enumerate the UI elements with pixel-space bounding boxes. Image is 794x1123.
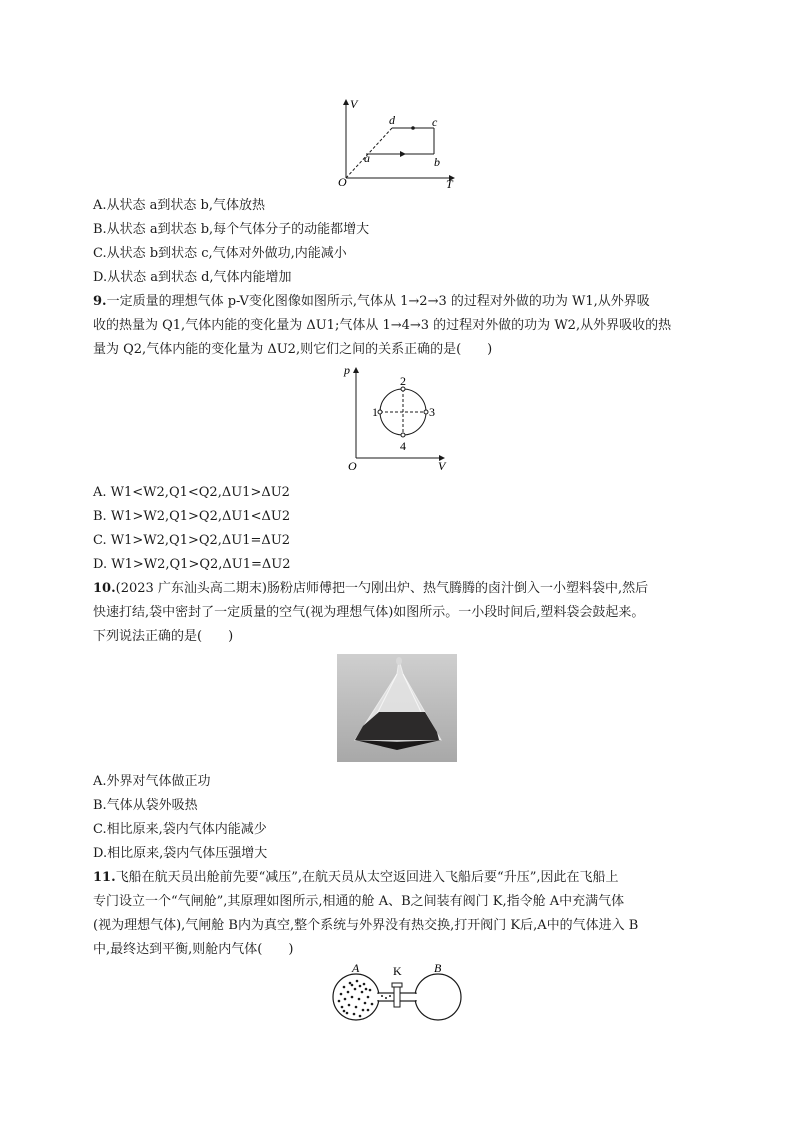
q10-stem-line-2: 快速打结,袋中密封了一定质量的空气(视为理想气体)如图所示。一小段时间后,塑料袋会鼓起来。 [93,605,645,620]
q9-option-d: D. W1>W2,Q1>Q2,ΔU1=ΔU2 [93,557,291,572]
q11-stem-line-3: (视为理想气体),气闸舱 B内为真空,整个系统与外界没有热交换,打开阀门 K后,A中的气体进入 B [93,918,639,933]
q11-stem-line-4: 中,最终达到平衡,则舱内气体( ) [93,942,294,957]
q8-option-d: D.从状态 a到状态 d,气体内能增加 [93,270,292,285]
q9-stem-line-1 [93,293,650,311]
fig9-pv-diagram [340,364,450,474]
q8-option-b: B.从状态 a到状态 b,每个气体分子的动能都增大 [93,222,370,237]
q9-number: 9. [93,294,107,309]
fig8-label-c: c [432,115,438,129]
q11-stem-line-2: 专门设立一个“气闸舱”,其原理如图所示,相通的舱 A、B之间装有阀门 K,指令舱 A中充满气体 [93,894,625,909]
q10-option-d: D.相比原来,袋内气体压强增大 [93,846,268,861]
q10-stem-line-1 [93,580,648,598]
q9-option-a: A. W1<W2,Q1<Q2,ΔU1>ΔU2 [93,485,290,500]
fig11-chamber-diagram [330,963,470,1029]
q11-stem-line-1 [93,869,618,887]
fig11-chamber-b [415,974,461,1020]
q9-stem-line-2: 收的热量为 Q1,气体内能的变化量为 ΔU1;气体从 1→4→3 的过程对外做的功为 W2,从外界吸收的热 [93,318,672,333]
fig8-label-b: b [434,155,440,169]
fig9-label-o: O [348,459,357,473]
fig8-label-o: O [338,175,347,189]
fig11-label-b: B [434,961,442,975]
q10-stem-text-1: (2023 广东汕头高二期末)肠粉店师傅把一勺刚出炉、热气腾腾的卤汁倒入一小塑料袋中,然后 [115,581,649,596]
fig8-label-a: a [364,151,370,165]
fig9-label-4: 4 [400,439,406,453]
q9-stem-text-1: 一定质量的理想气体 p-V变化图像如图所示,气体从 1→2→3 的过程对外做的功为 W1,从外界吸 [106,294,650,309]
q10-bag-photo [337,654,457,762]
q10-option-b: B.气体从袋外吸热 [93,798,198,813]
fig11-label-a: A [352,961,360,975]
fig9-label-2: 2 [400,374,406,388]
fig9-label-p: p [344,363,350,377]
q10-stem-line-3: 下列说法正确的是( ) [93,629,234,644]
q9-option-c: C. W1>W2,Q1>Q2,ΔU1=ΔU2 [93,533,291,548]
q9-stem-line-3: 量为 Q2,气体内能的变化量为 ΔU2,则它们之间的关系正确的是( ) [93,342,493,357]
fig11-valve-k [394,987,400,1007]
fig8-vt-diagram [330,96,460,191]
fig8-label-d: d [389,113,395,127]
fig8-label-v: V [350,97,358,111]
fig9-label-v: V [438,459,446,473]
q11-number: 11. [93,870,116,885]
q8-option-a: A.从状态 a到状态 b,气体放热 [93,198,265,213]
q10-option-c: C.相比原来,袋内气体内能减少 [93,822,267,837]
q11-stem-text-1: 飞船在航天员出舱前先要“减压”,在航天员从太空返回进入飞船后要“升压”,因此在飞船上 [115,870,619,885]
fig9-label-1: 1 [372,405,378,419]
q10-option-a: A.外界对气体做正功 [93,774,211,789]
q9-option-b: B. W1>W2,Q1>Q2,ΔU1<ΔU2 [93,509,291,524]
fig11-label-k: K [393,964,402,978]
q10-number: 10. [93,581,116,596]
fig9-label-3: 3 [429,405,435,419]
q8-option-c: C.从状态 b到状态 c,气体对外做功,内能减小 [93,246,347,261]
fig8-label-t: T [446,177,453,191]
